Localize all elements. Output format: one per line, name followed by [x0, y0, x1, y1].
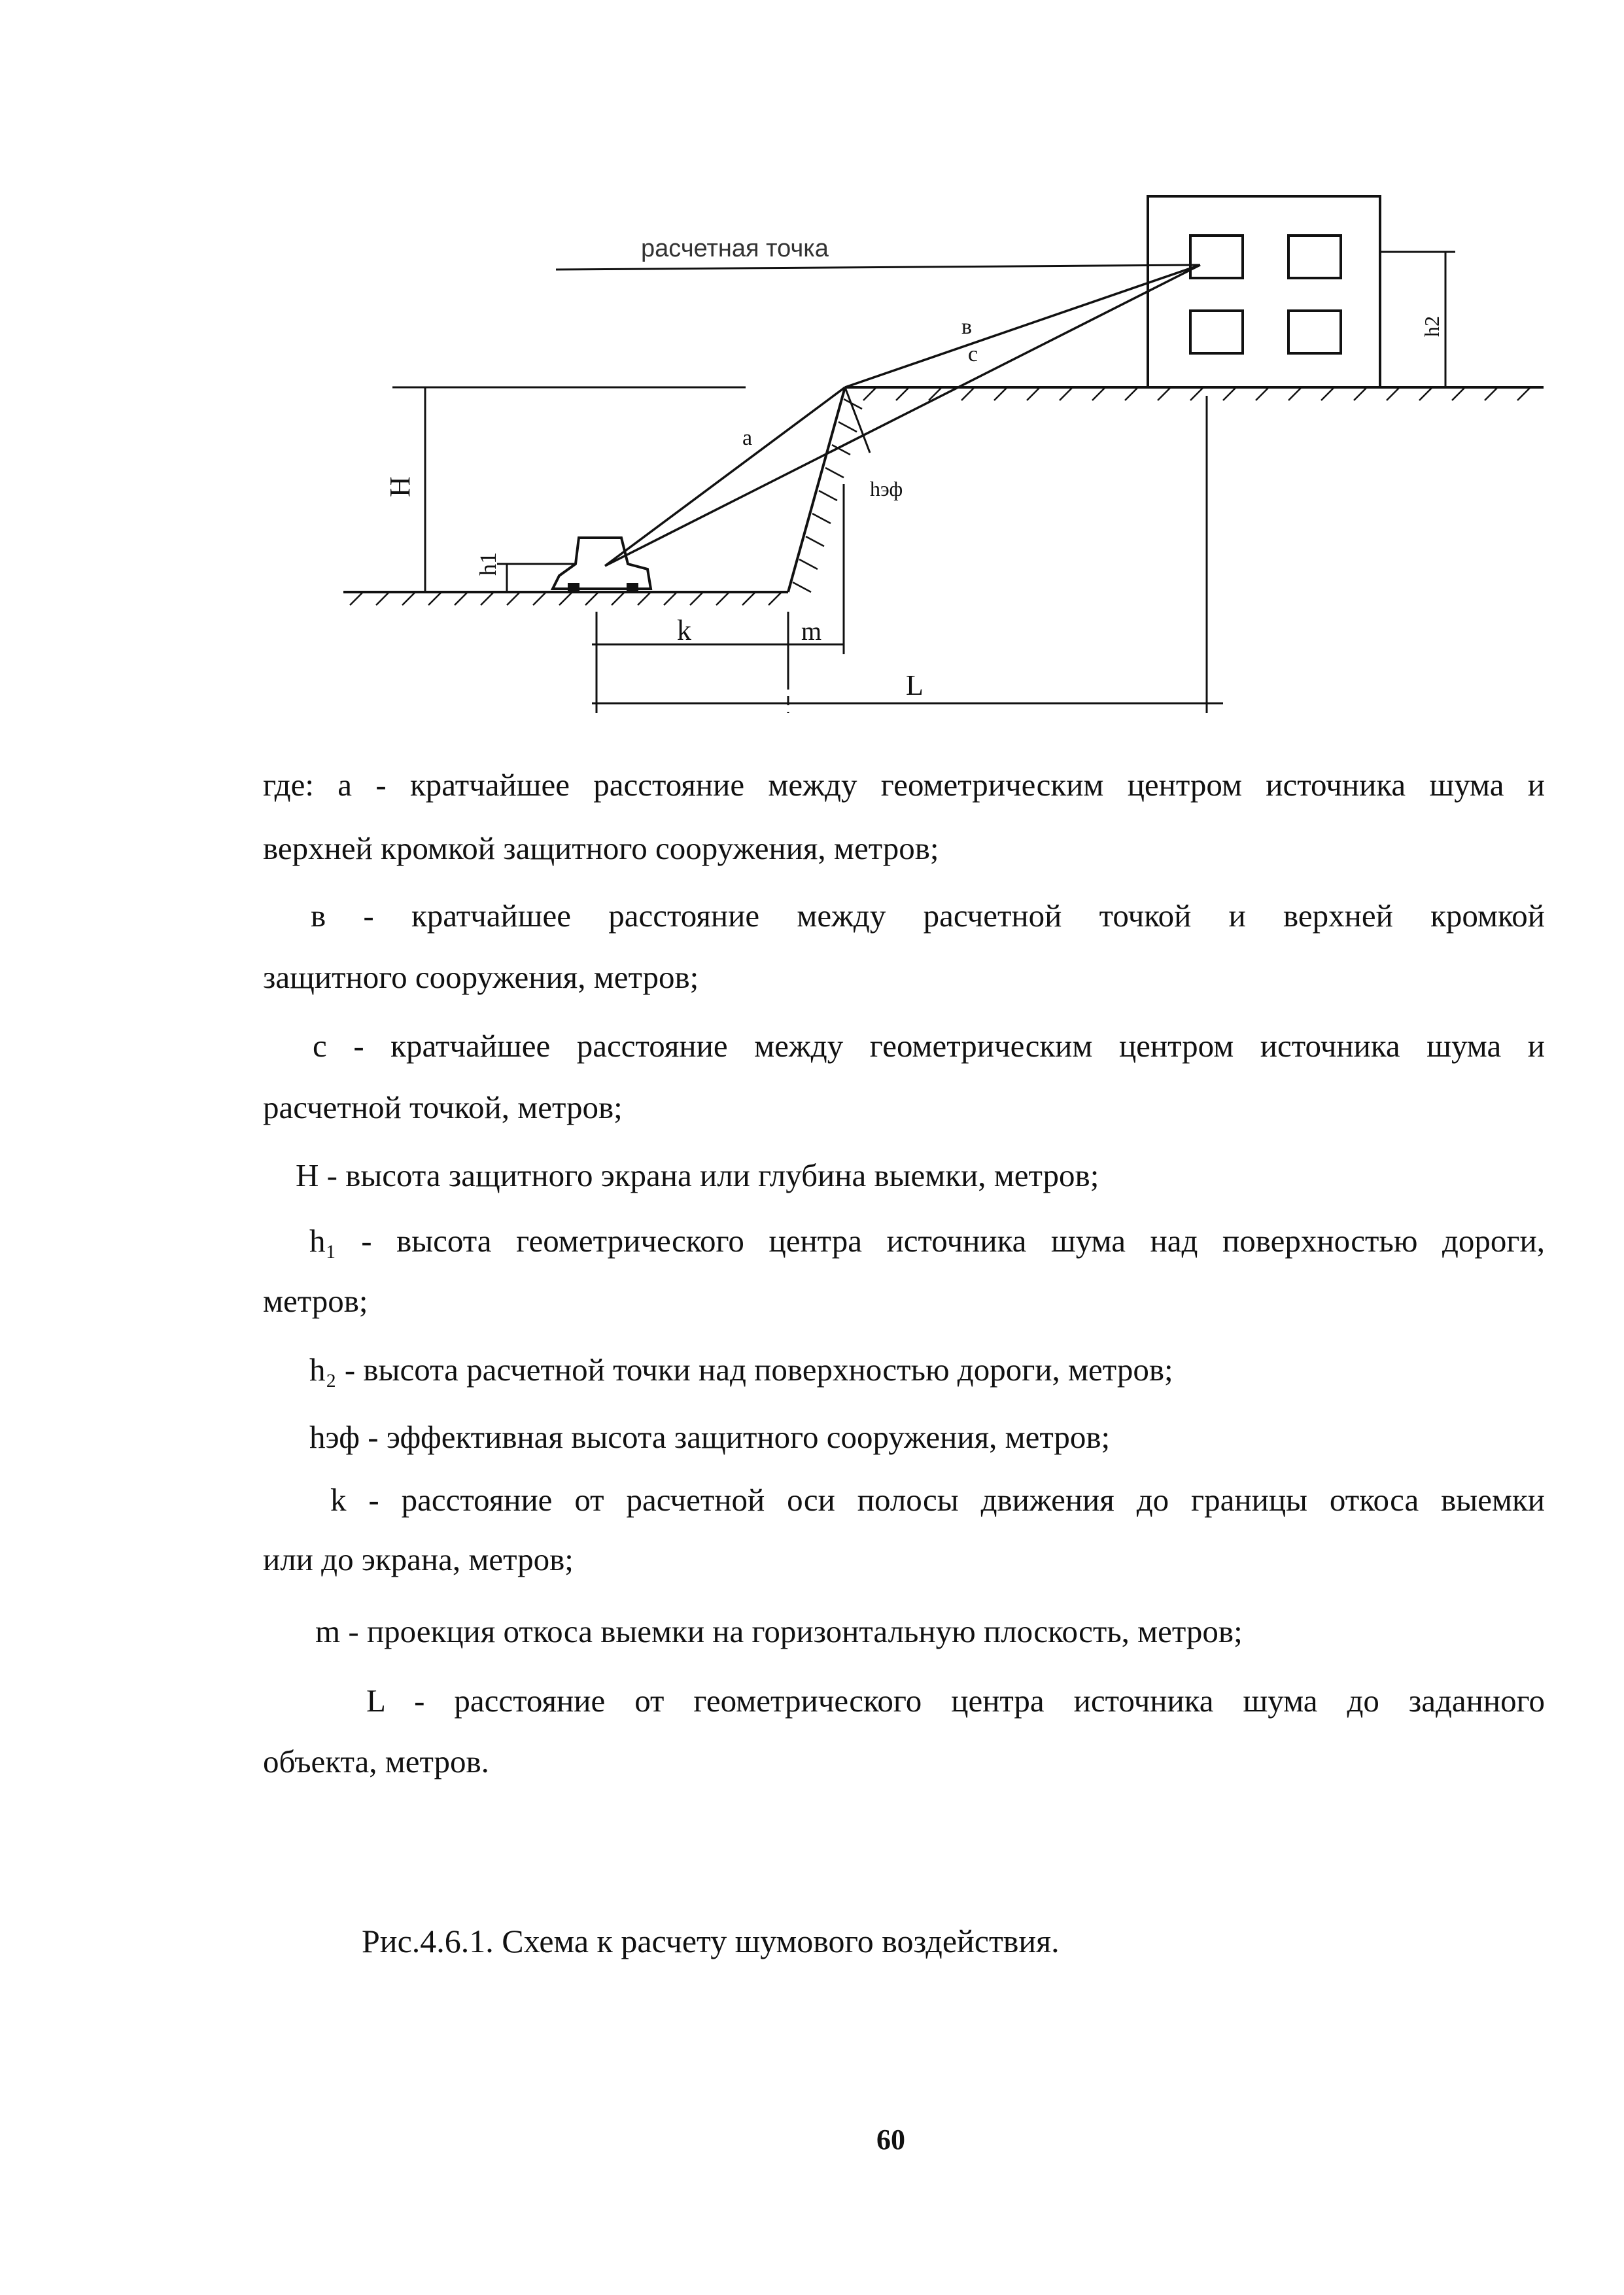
window-3 [1190, 311, 1243, 353]
legend-b-line1 [311, 900, 1545, 932]
legend-H-line1 [296, 1157, 1099, 1194]
legend-b-line2: защитного сооружения, метров; [263, 959, 699, 995]
legend-c-text1: - кратчайшее расстояние между геометрическим центром источника шума и [353, 1028, 1545, 1064]
cut-slope [788, 387, 845, 592]
callout-label: расчетная точка [641, 235, 829, 262]
dim-ext-lines [596, 396, 1207, 713]
legend-c-sym: с [313, 1028, 327, 1064]
window-4 [1288, 311, 1341, 353]
legend-L-text1: - расстояние от геометрического центра источника шума до заданного [414, 1683, 1545, 1719]
legend-a-sym: а [337, 767, 353, 803]
building-outline [1148, 196, 1380, 387]
label-L: L [906, 669, 924, 701]
window-2 [1288, 236, 1341, 278]
legend-h1-line1 [309, 1225, 1545, 1257]
label-h-eff: hэф [870, 477, 903, 500]
figure-caption: Рис.4.6.1. Схема к расчету шумового воздействия. [362, 1923, 1060, 1959]
road-ground-hatch [350, 592, 782, 605]
noise-calculation-diagram [0, 0, 1624, 746]
page-number: 60 [876, 2124, 905, 2156]
label-c: c [968, 342, 978, 366]
legend-a-line1 [263, 769, 1545, 801]
legend-c-line1 [313, 1030, 1545, 1062]
legend-k-line1 [330, 1484, 1545, 1516]
legend-intro: где: [263, 767, 314, 803]
legend-a-line2: верхней кромкой защитного сооружения, метров; [263, 830, 939, 866]
legend-L-sym: L [366, 1683, 385, 1719]
legend-h2-text1: - высота расчетной точки над поверхностью дороги, метров; [344, 1352, 1173, 1388]
legend-k-sym: k [330, 1482, 347, 1518]
legend-H-text1: - высота защитного экрана или глубина выемки, метров; [326, 1157, 1099, 1193]
callout-leader [556, 265, 1200, 270]
label-m: m [801, 616, 822, 646]
label-h2: h2 [1420, 316, 1443, 337]
legend-m-text1: - проекция откоса выемки на горизонтальную плоскость, метров; [348, 1613, 1243, 1649]
upper-ground-hatch [863, 387, 1530, 400]
label-H: H [384, 476, 416, 497]
legend-k-line2: или до экрана, метров; [263, 1541, 574, 1577]
legend-heff-sym: hэф [309, 1419, 360, 1455]
label-a: a [742, 426, 753, 450]
legend-k-text1: - расстояние от расчетной оси полосы движения до границы откоса выемки [368, 1482, 1545, 1518]
legend-m-line1 [315, 1613, 1243, 1650]
legend-h2-sym: h₂ [309, 1352, 337, 1388]
car-wheel-2 [628, 584, 637, 592]
legend-h1-line2: метров; [263, 1283, 368, 1319]
legend-m-sym: m [315, 1613, 341, 1649]
legend-b-text1: - кратчайшее расстояние между расчетной точкой и верхней кромкой [363, 898, 1545, 934]
legend-b-sym: в [311, 898, 326, 934]
legend-H-sym: Н [296, 1157, 319, 1193]
legend-heff-text1: - эффективная высота защитного сооружения, метров; [368, 1419, 1111, 1455]
label-h1: h1 [475, 552, 501, 576]
legend-heff-line1 [309, 1418, 1110, 1456]
window-1 [1190, 236, 1243, 278]
label-k: k [677, 614, 691, 646]
ray-c [605, 265, 1200, 566]
legend-h1-text1: - высота геометрического центра источника шума над поверхностью дороги, [361, 1223, 1546, 1259]
legend-a-text1: - кратчайшее расстояние между геометрическим центром источника шума и [375, 767, 1546, 803]
label-b: в [961, 315, 973, 339]
car-wheel-1 [569, 584, 578, 592]
legend-h1-sym: h₁ [309, 1223, 337, 1259]
legend-h2-line1 [309, 1351, 1173, 1388]
legend-L-line1 [366, 1685, 1545, 1717]
cut-slope-hatch [793, 399, 862, 592]
h2-dim-line [1380, 252, 1455, 387]
legend-L-line2: объекта, метров. [263, 1743, 489, 1779]
legend-c-line2: расчетной точкой, метров; [263, 1089, 623, 1125]
